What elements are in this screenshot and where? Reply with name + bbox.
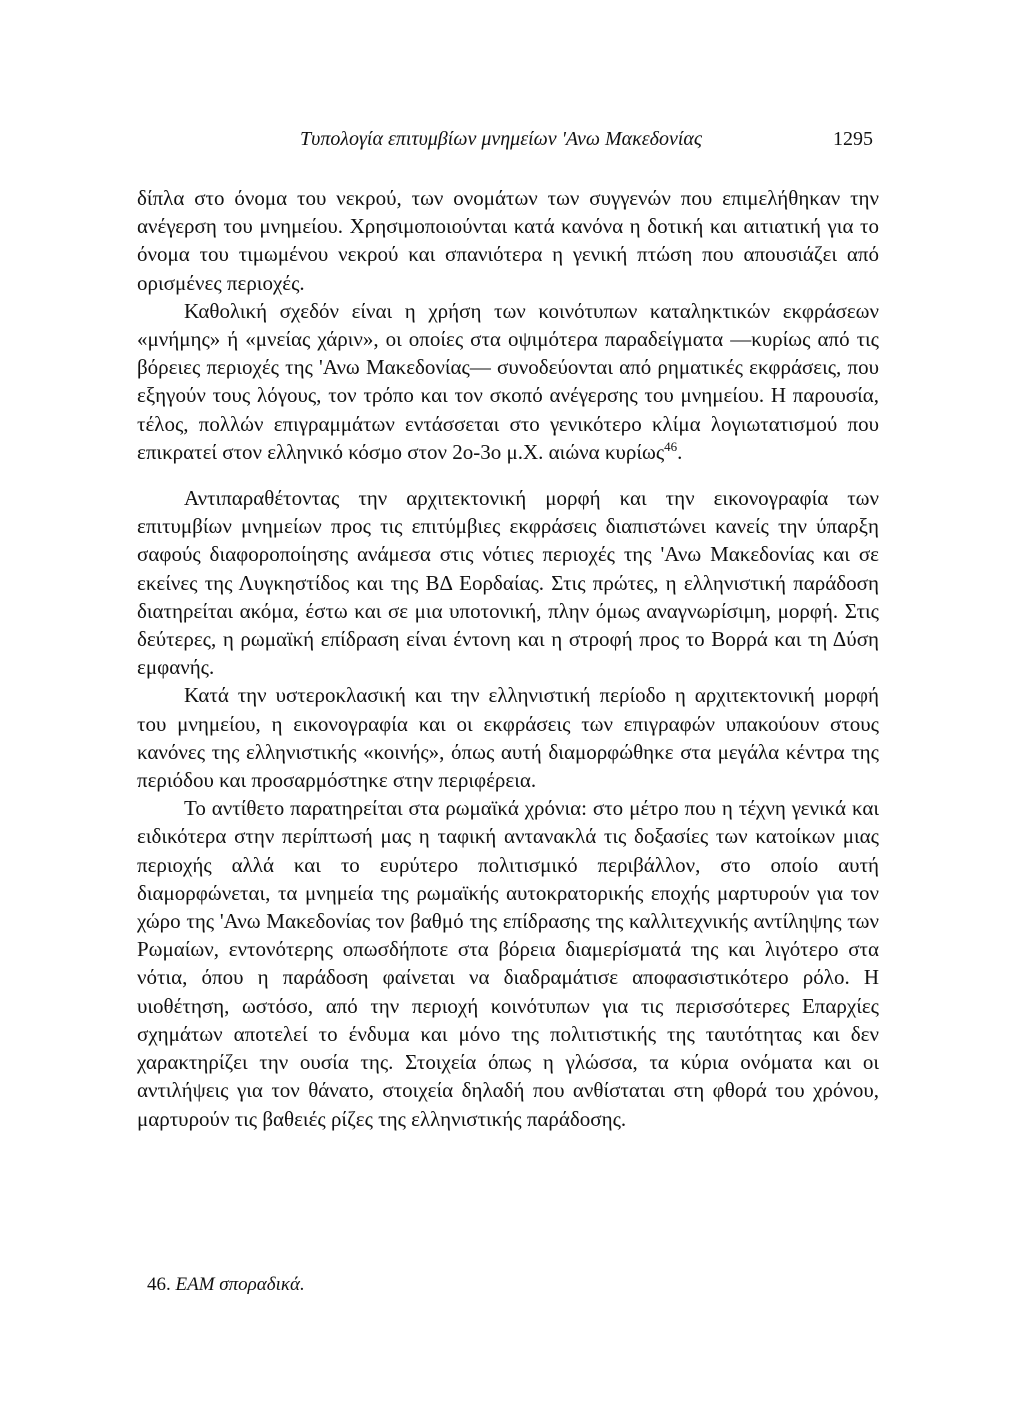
- paragraph-2: [137, 297, 879, 466]
- running-title: Τυπολογία επιτυμβίων μνημείων 'Ανω Μακεδονίας: [300, 128, 702, 150]
- document-page: [137, 0, 879, 1415]
- paragraph-1: δίπλα στο όνομα του νεκρού, των ονομάτων των συγγενών που επιμελήθηκαν την ανέγερση του μνημείου. Χρησιμοποιούνται κατά κανόνα η δοτική και αιτιατική για το όνομα του τιμωμένου νεκρού και σπανιότερα η γενική πτώση που απουσιάζει από ορισμένες περιοχές.: [137, 186, 879, 295]
- footnote-number: 46.: [147, 1274, 171, 1295]
- page-number: 1295: [833, 128, 873, 150]
- footnote: [147, 1274, 305, 1296]
- body-text: [137, 184, 879, 1133]
- paragraph-2-text: Καθολική σχεδόν είναι η χρήση των κοινότυπων καταληκτικών εκφράσεων «μνήμης» ή «μνείας χάριν», οι οποίες στα οψιμότερα παραδείγματα —κυρίως από τις βόρειες περιοχές της 'Ανω Μακεδονίας— συνοδεύονται από ρηματικές εκφράσεις, που εξηγούν τους λόγους, τον τρόπο και τον σκοπό ανέγερσης του μνημείου. Η παρουσία, τέλος, πολλών επιγραμμάτων εντάσσεται στο γενικότερο κλίμα λογιωτατισμού που επικρατεί στον ελληνικό κόσμο στον 2ο-3ο μ.Χ. αιώνα κυρίως: [137, 298, 879, 464]
- footnote-ref-46: 46: [664, 438, 678, 454]
- paragraph-2-end: .: [677, 439, 683, 464]
- paragraph-3: Αντιπαραθέτοντας την αρχιτεκτονική μορφή και την εικονογραφία των επιτυμβίων μνημείων προς τις επιτύμβιες εκφράσεις διαπιστώνει κανείς την ύπαρξη σαφούς διαφοροποίησης ανάμεσα στις νότιες περιοχές της 'Ανω Μακεδονίας και σε εκείνες της Λυγκηστίδος και της ΒΔ Εορδαίας. Στις πρώτες, η ελληνιστική παράδοση διατηρείται ακόμα, έστω και σε μια υποτονική, πλην όμως αναγνωρίσιμη, μορφή. Στις δεύτερες, η ρωμαϊκή επίδραση είναι έντονη και η στροφή προς το Βορρά και τη Δύση εμφανής.: [137, 486, 879, 680]
- footnote-text: ΕΑΜ σποραδικά.: [175, 1274, 305, 1295]
- paragraph-5: Το αντίθετο παρατηρείται στα ρωμαϊκά χρόνια: στο μέτρο που η τέχνη γενικά και ειδικότερα στην περίπτωσή μας η ταφική αντανακλά τις δοξασίες των κατοίκων μιας περιοχής αλλά και το ευρύτερο πολιτισμικό περιβάλλον, στο οποίο αυτή διαμορφώνεται, τα μνημεία της ρωμαϊκής αυτοκρατορικής εποχής μαρτυρούν για τον χώρο της 'Ανω Μακεδονίας τον βαθμό της επίδρασης της καλλιτεχνικής αντίληψης των Ρωμαίων, εντονότερης οπωσδήποτε στα βόρεια διαμερίσματά της και λιγότερο στα νότια, όπου η παράδοση φαίνεται να διαδραμάτισε αποφασιστικότερο ρόλο. Η υιοθέτηση, ωστόσο, από την περιοχή κοινότυπων για τις περισσότερες Επαρχίες σχημάτων αποτελεί το ένδυμα και μόνο της πολιτιστικής της ταυτότητας και δεν χαρακτηρίζει την ουσία της. Στοιχεία όπως η γλώσσα, τα κύρια ονόματα και οι αντιλήψεις για τον θάνατο, στοιχεία δηλαδή που ανθίσταται στη φθορά του χρόνου, μαρτυρούν τις βαθειές ρίζες της ελληνιστικής παράδοσης.: [137, 796, 879, 1131]
- running-header: [137, 128, 879, 158]
- paragraph-4: Κατά την υστεροκλασική και την ελληνιστική περίοδο η αρχιτεκτονική μορφή του μνημείου, η εικονογραφία και οι εκφράσεις των επιγραφών υπακούουν στους κανόνες της ελληνιστικής «κοινής», όπως αυτή διαμορφώθηκε στα μεγάλα κέντρα της περιόδου και προσαρμόστηκε στην περιφέρεια.: [137, 683, 879, 793]
